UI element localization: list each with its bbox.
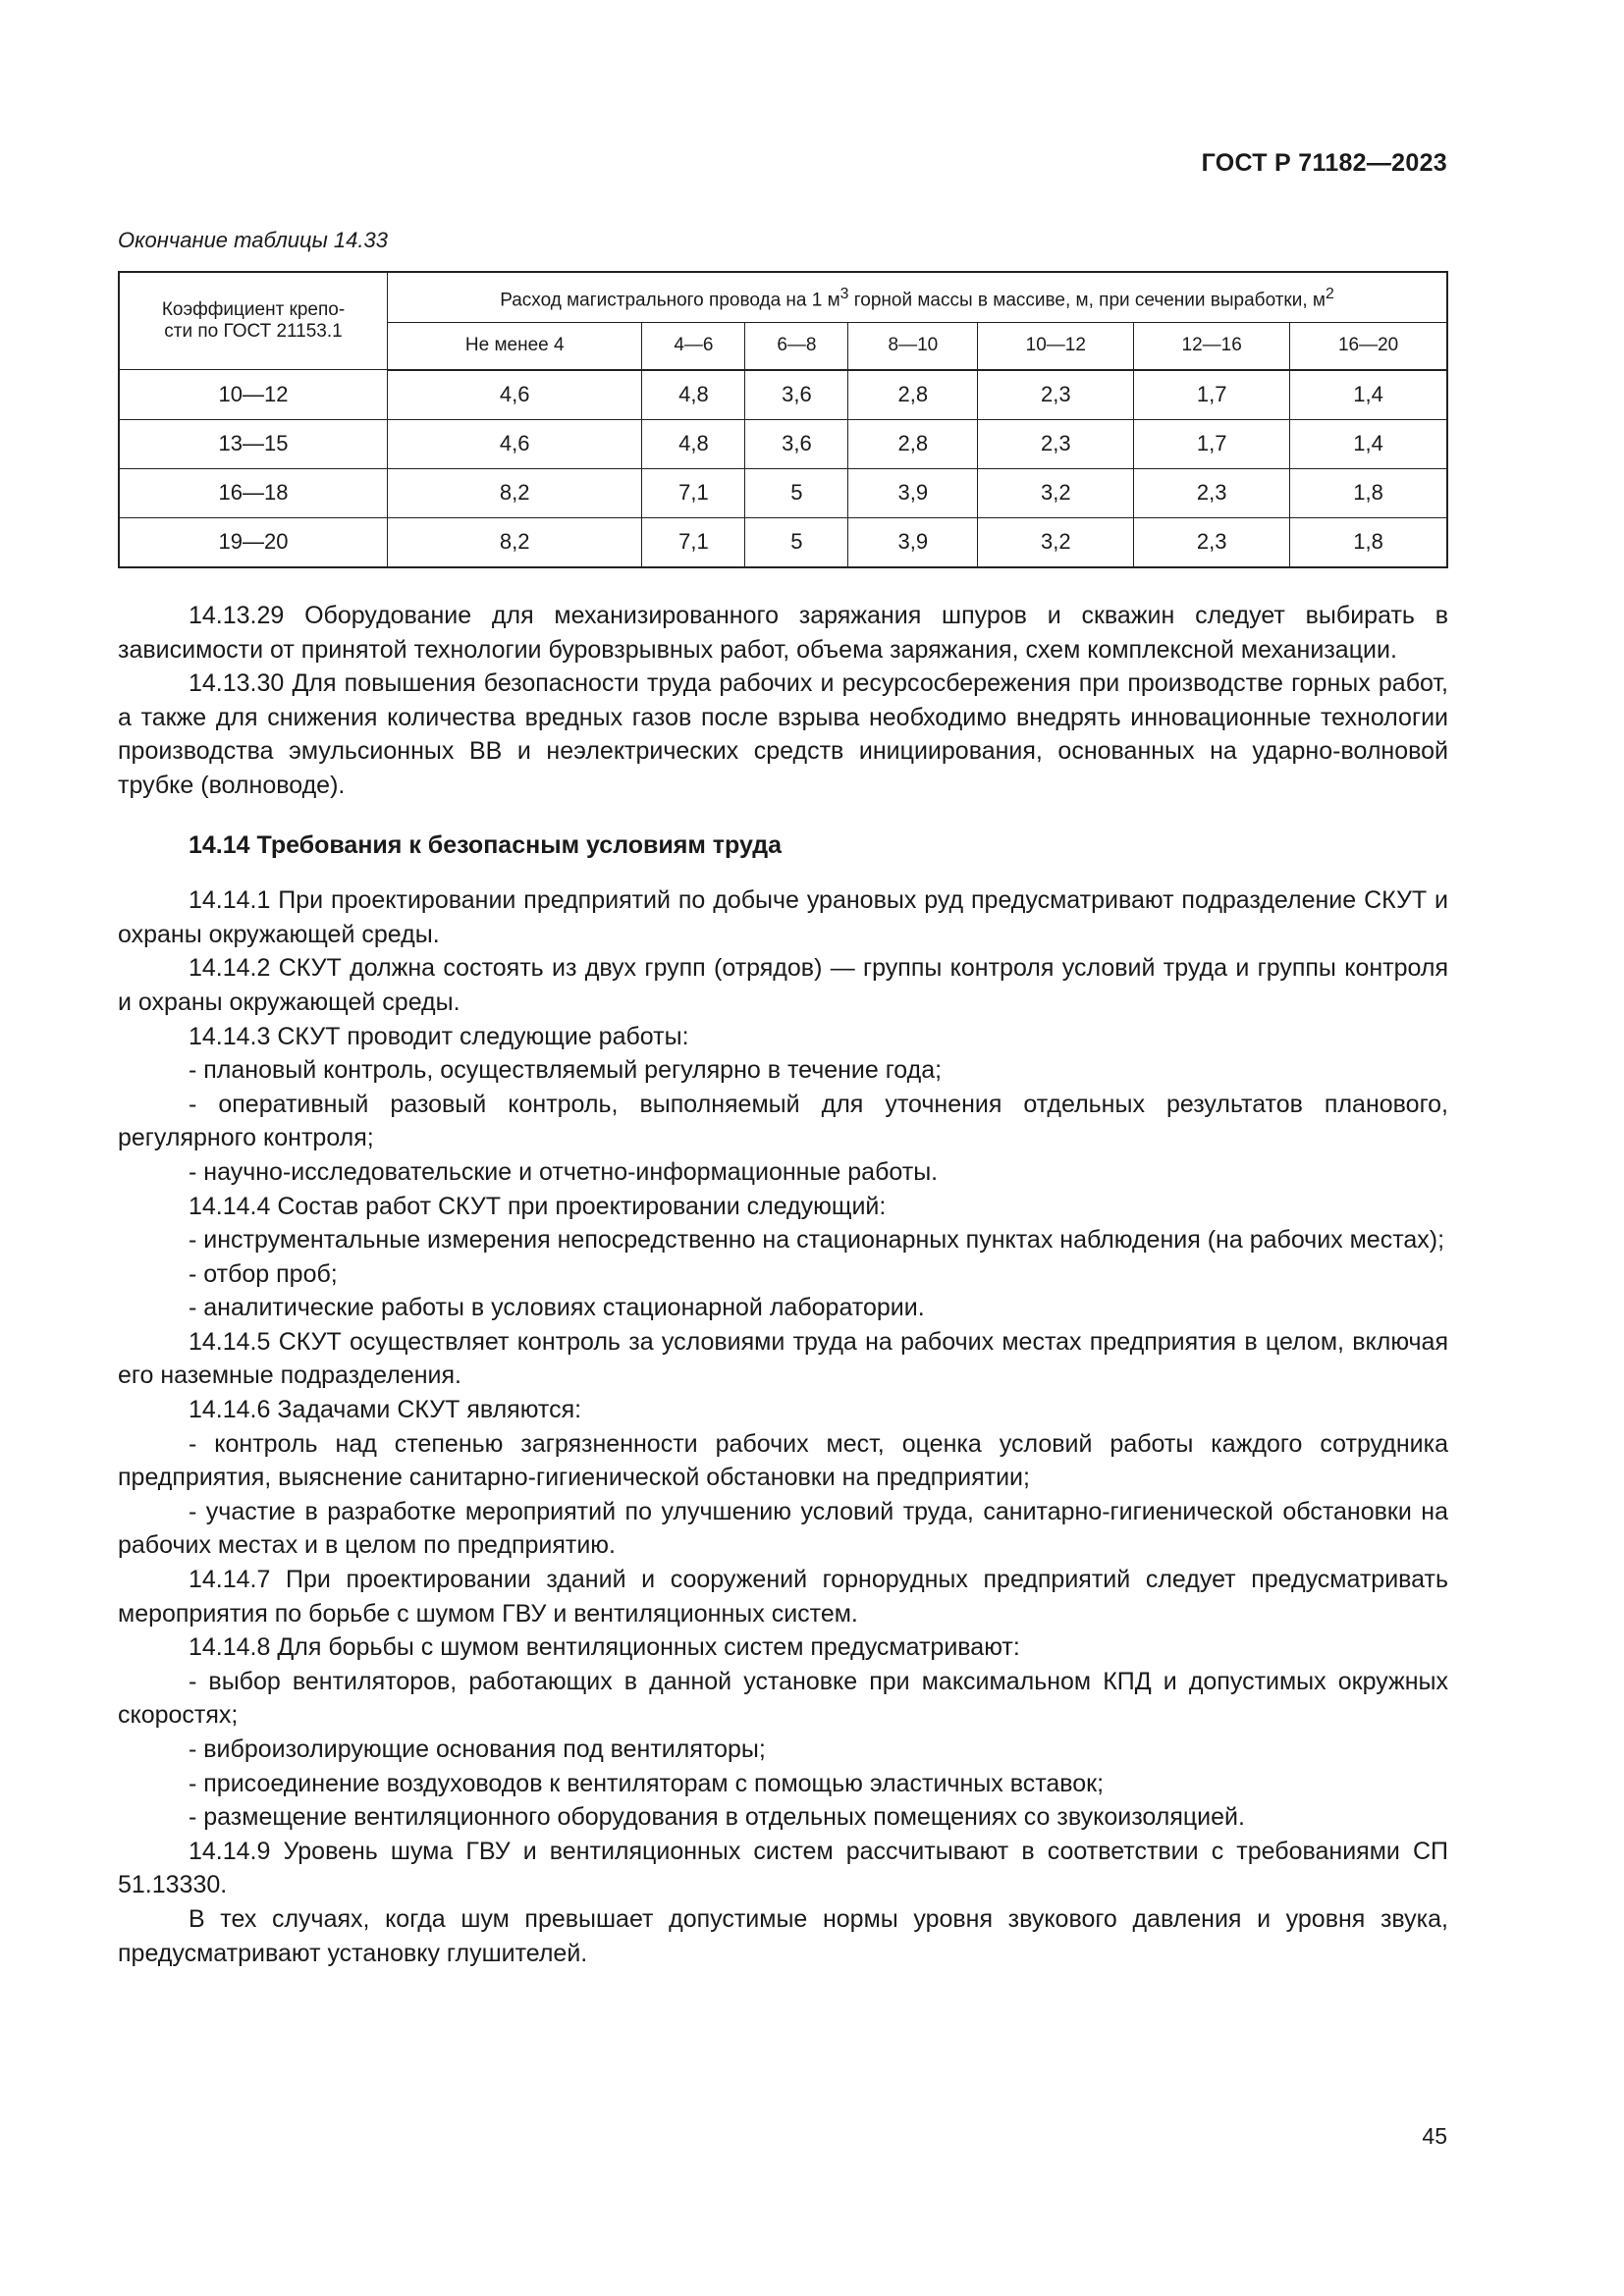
paragraph-14-14-1: 14.14.1 При проектировании предприятий по добыче урановых руд предусматривают подразделение СКУТ и охраны окружающей среды.: [118, 886, 1448, 948]
table-cell: 1,7: [1134, 419, 1290, 468]
subheader-section: 10—12: [978, 323, 1134, 370]
table-cell: 3,6: [745, 370, 848, 420]
table-cell: 7,1: [642, 468, 745, 517]
paragraph-14-14-3: 14.14.3 СКУТ проводит следующие работы:: [189, 1022, 689, 1050]
subheader-section: Не менее 4: [388, 323, 642, 370]
table-cell: 3,2: [978, 517, 1134, 567]
table-cell: 10—12: [119, 370, 388, 420]
paragraph-14-14-4: 14.14.4 Состав работ СКУТ при проектировании следующий:: [189, 1192, 887, 1220]
list-item: - виброизолирующие основания под вентиляторы;: [189, 1735, 766, 1763]
table-cell: 4,6: [388, 370, 642, 420]
subheader-section: 8—10: [848, 323, 978, 370]
paragraph-14-13-30: 14.13.30 Для повышения безопасности труда рабочих и ресурсосбережения при производстве горных работ, а также для снижения количества вредных газов после взрыва необходимо внедрять инновационные технологии производства эмульсионных ВВ и неэлектрических средств инициирования, основанных на ударно-волновой трубке (волноводе).: [118, 669, 1448, 799]
paragraph-14-14-6: 14.14.6 Задачами СКУТ являются:: [189, 1396, 582, 1424]
list-item: - выбор вентиляторов, работающих в данной установке при максимальном КПД и допустимых окружных скоростях;: [118, 1667, 1448, 1730]
paragraph-final: В тех случаях, когда шум превышает допустимые нормы уровня звукового давления и уровня звука, предусматривают установку глушителей.: [118, 1904, 1448, 1967]
list-item: - размещение вентиляционного оборудования в отдельных помещениях со звукоизоляцией.: [189, 1803, 1245, 1832]
page-number: 45: [1422, 2123, 1447, 2149]
table-cell: 1,8: [1290, 517, 1447, 567]
list-item: - оперативный разовый контроль, выполняемый для уточнения отдельных результатов планового, регулярного контроля;: [118, 1090, 1448, 1152]
table-cell: 4,8: [642, 419, 745, 468]
table-cell: 4,6: [388, 419, 642, 468]
table-cell: 2,3: [978, 370, 1134, 420]
table-cell: 2,3: [1134, 517, 1290, 567]
table-cell: 8,2: [388, 517, 642, 567]
table-row: [119, 468, 1447, 517]
subheader-section: 12—16: [1134, 323, 1290, 370]
document-body: [118, 599, 1448, 1970]
subheader-section: 4—6: [642, 323, 745, 370]
table-cell: 7,1: [642, 517, 745, 567]
table-cell: 4,8: [642, 370, 745, 420]
table-cell: 13—15: [119, 419, 388, 468]
list-item: - плановый контроль, осуществляемый регулярно в течение года;: [189, 1056, 943, 1085]
list-item: - отбор проб;: [189, 1259, 338, 1288]
table-cell: 2,8: [848, 370, 978, 420]
table-cell: 2,3: [978, 419, 1134, 468]
list-item: - присоединение воздуховодов к вентиляторам с помощью эластичных вставок;: [189, 1769, 1105, 1797]
paragraph-14-13-29: 14.13.29 Оборудование для механизированного заряжания шпуров и скважин следует выбирать в зависимости от принятой технологии буровзрывных работ, объема заряжания, схем комплексной механизации.: [118, 602, 1448, 664]
paragraph-14-14-8: 14.14.8 Для борьбы с шумом вентиляционных систем предусматривают:: [189, 1633, 1020, 1662]
table-cell: 1,8: [1290, 468, 1447, 517]
header-hardness-coefficient: Коэффициент крепо- сти по ГОСТ 21153.1: [119, 272, 388, 370]
table-cell: 2,3: [1134, 468, 1290, 517]
table-cell: 1,4: [1290, 370, 1447, 420]
list-item: - инструментальные измерения непосредственно на стационарных пунктах наблюдения (на рабочих местах);: [189, 1226, 1445, 1255]
table-row: [119, 517, 1447, 567]
subheader-section: 16—20: [1290, 323, 1447, 370]
table-cell: 16—18: [119, 468, 388, 517]
table-cell: 3,6: [745, 419, 848, 468]
paragraph-14-14-5: 14.14.5 СКУТ осуществляет контроль за условиями труда на рабочих местах предприятия в целом, включая его наземные подразделения.: [118, 1327, 1448, 1390]
table-cell: 5: [745, 468, 848, 517]
subheader-section: 6—8: [745, 323, 848, 370]
table-cell: 1,7: [1134, 370, 1290, 420]
list-item: - контроль над степенью загрязненности рабочих мест, оценка условий работы каждого сотрудника предприятия, выяснение санитарно-гигиенической обстановки на предприятии;: [118, 1429, 1448, 1492]
table-row: [119, 370, 1447, 420]
table-caption: Окончание таблицы 14.33: [118, 228, 388, 252]
wire-consumption-table: [118, 271, 1448, 568]
paragraph-14-14-2: 14.14.2 СКУТ должна состоять из двух групп (отрядов) — группы контроля условий труда и группы контроля и охраны окружающей среды.: [118, 954, 1448, 1016]
table-cell: 1,4: [1290, 419, 1447, 468]
table-cell: 3,2: [978, 468, 1134, 517]
list-item: - аналитические работы в условиях стационарной лаборатории.: [189, 1294, 925, 1322]
table-cell: 8,2: [388, 468, 642, 517]
table-row: [119, 419, 1447, 468]
table-cell: 19—20: [119, 517, 388, 567]
list-item: - научно-исследовательские и отчетно-информационные работы.: [189, 1157, 939, 1186]
paragraph-14-14-9: 14.14.9 Уровень шума ГВУ и вентиляционных систем рассчитывают в соответствии с требованиями СП 51.13330.: [118, 1837, 1448, 1899]
paragraph-14-14-7: 14.14.7 При проектировании зданий и сооружений горнорудных предприятий следует предусматривать мероприятия по борьбе с шумом ГВУ и вентиляционных систем.: [118, 1566, 1448, 1628]
list-item: - участие в разработке мероприятий по улучшению условий труда, санитарно-гигиенической обстановки на рабочих местах и в целом по предприятию.: [118, 1497, 1448, 1560]
table-cell: 5: [745, 517, 848, 567]
table-cell: 3,9: [848, 517, 978, 567]
table-cell: 2,8: [848, 419, 978, 468]
header-wire-consumption: Расход магистрального провода на 1 $м^3$ горной массы в массиве, м, при сечении выработки, $м^2$: [388, 272, 1448, 323]
table-cell: 3,9: [848, 468, 978, 517]
document-code: ГОСТ Р 71182—2023: [1201, 149, 1447, 177]
section-heading: 14.14 Требования к безопасным условиям труда: [189, 830, 783, 859]
